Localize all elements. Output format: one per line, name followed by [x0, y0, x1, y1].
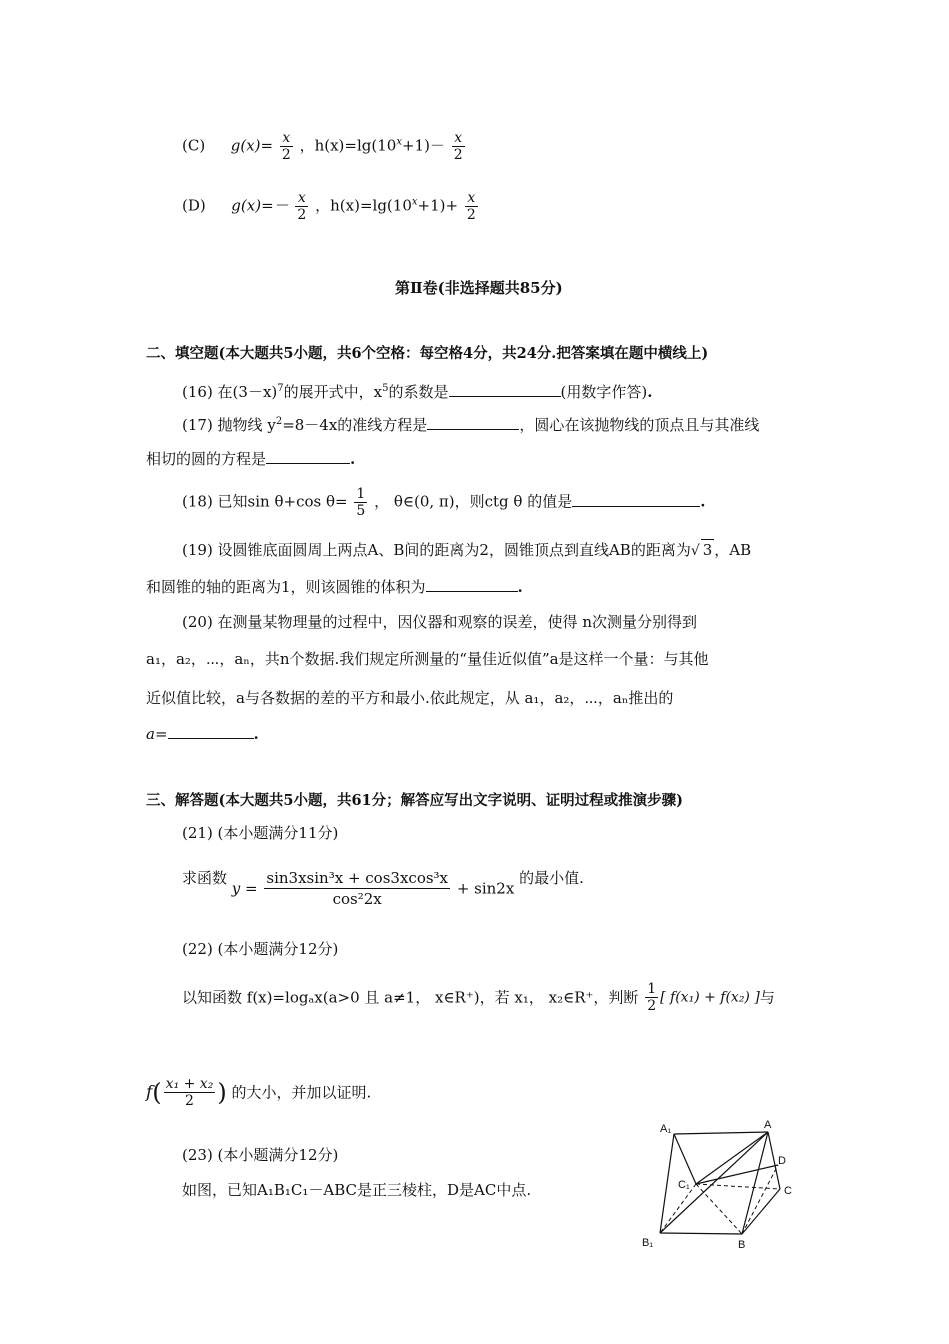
question-23-title: (23) (本小题满分12分) [182, 1146, 339, 1164]
question-19: (19) 设圆锥底面圆周上两点A、B间的距离为2，圆锥顶点到直线AB的距离为√ 3 ，AB [182, 541, 752, 559]
question-21-title: (21) (本小题满分11分) [182, 824, 339, 842]
q21-fraction: $\frac{\text{sin3xsin³x + cos3xcos³x}}{\text{cos²2x}}$ [266, 869, 449, 908]
question-20-line1: (20) 在测量某物理量的过程中，因仪器和观察的误差，使得 n次测量分别得到 [182, 613, 697, 631]
option-c-h-fraction: $\frac{x}{2}$ [453, 130, 463, 163]
answer-blank[interactable] [168, 724, 254, 739]
solve-section-heading: 三、解答题(本大题共5小题，共61分；解答应写出文字说明、证明过程或推演步骤) [146, 792, 683, 809]
question-20-line2: a₁，a₂，⋯，aₙ，共n个数据.我们规定所测量的“量佳近似值”a是这样一个量：与其他 [146, 650, 709, 668]
option-c-label: (C) [182, 136, 206, 155]
answer-blank[interactable] [426, 577, 518, 592]
answer-blank[interactable] [449, 382, 561, 397]
question-19-line2: 和圆锥的轴的距离为1，则该圆锥的体积为 . [146, 578, 523, 596]
label-c: C [784, 1185, 792, 1197]
label-a1: A₁ [660, 1123, 672, 1135]
question-17: (17) 抛物线 $y^2=8-4x$的准线方程是 ，圆心在该抛物线的顶点且与其准线 [182, 416, 760, 434]
option-d: (D) g(x)=－ $\frac{x}{2}$ ，$h(x)=\lg(10^x+1)+$ $\frac{x}{2}$ [182, 190, 476, 223]
answer-blank[interactable] [572, 492, 700, 507]
prism-figure [630, 1118, 810, 1258]
q22-half: $\frac{1}{2}$ [647, 981, 657, 1014]
label-a: A [764, 1119, 772, 1131]
part2-title: 第Ⅱ卷(非选择题共85分) [395, 279, 563, 297]
option-c-h-def: ，h(x)=lg(10 [299, 136, 397, 155]
answer-blank[interactable] [266, 449, 350, 464]
label-d: D [778, 1155, 786, 1167]
q18-fraction: $\frac{1}{5}$ [356, 486, 366, 519]
question-23-text: 如图，已知A₁B₁C₁－ABC是正三棱柱，D是AC中点. [182, 1181, 532, 1199]
question-18: (18) 已知sin θ+cos θ= $\frac{1}{5}$ ， θ∈(0, π)，则ctg θ 的值是 . [182, 486, 706, 519]
option-d-h-def: ，h(x)=lg(10 [315, 196, 412, 215]
question-22-line2: f( $\frac{\text{x₁ + x₂}}{2}$ ) 的大小，并加以证明. [146, 1076, 372, 1109]
label-b1: B₁ [642, 1237, 654, 1249]
option-d-h-fraction: $\frac{x}{2}$ [466, 190, 476, 223]
question-20-line3: 近似值比较，a与各数据的差的平方和最小.依此规定，从 a₁，a₂，⋯，aₙ推出的 [146, 689, 674, 707]
q22-midpoint: $\frac{\text{x₁ + x₂}}{2}$ [165, 1076, 214, 1109]
option-d-g-def: g(x)=－ [231, 196, 289, 215]
label-b: B [738, 1239, 746, 1251]
question-17-line2: 相切的圆的方程是 . [146, 450, 356, 468]
option-d-g-fraction: $\frac{x}{2}$ [297, 190, 307, 223]
option-c-g-fraction: $\frac{x}{2}$ [281, 130, 291, 163]
question-22-line1: 以知函数 f(x)=logₐx(a>0 且 a≠1， x∈R⁺)，若 x₁， x₂∈R⁺，判断 $\frac{1}{2}$ [ f(x₁) + f(x₂) ]与 [182, 981, 775, 1014]
option-d-label: (D) [182, 196, 206, 215]
question-21: 求函数 y = $\frac{\text{sin3xsin³x + cos3xcos³x}}{\text{cos²2x}}$ + sin2x 的最小值. [182, 869, 584, 908]
option-c-g-def: g(x)= [230, 136, 274, 155]
label-c1: C₁ [678, 1179, 690, 1191]
answer-blank[interactable] [427, 415, 519, 430]
question-20-line4: a= . [146, 725, 259, 743]
fill-section-heading: 二、填空题(本大题共5小题，共6个空格：每空格4分，共24分.把答案填在题中横线上) [146, 345, 709, 362]
question-16: (16) 在$(3-x)^7$的展开式中，$x^5$的系数是 (用数字作答). [182, 383, 653, 401]
option-c: (C) g(x)= $\frac{x}{2}$ ，$h(x)=\lg(10^x+1)-$ $\frac{x}{2}$ [182, 130, 463, 163]
question-22-title: (22) (本小题满分12分) [182, 940, 339, 958]
